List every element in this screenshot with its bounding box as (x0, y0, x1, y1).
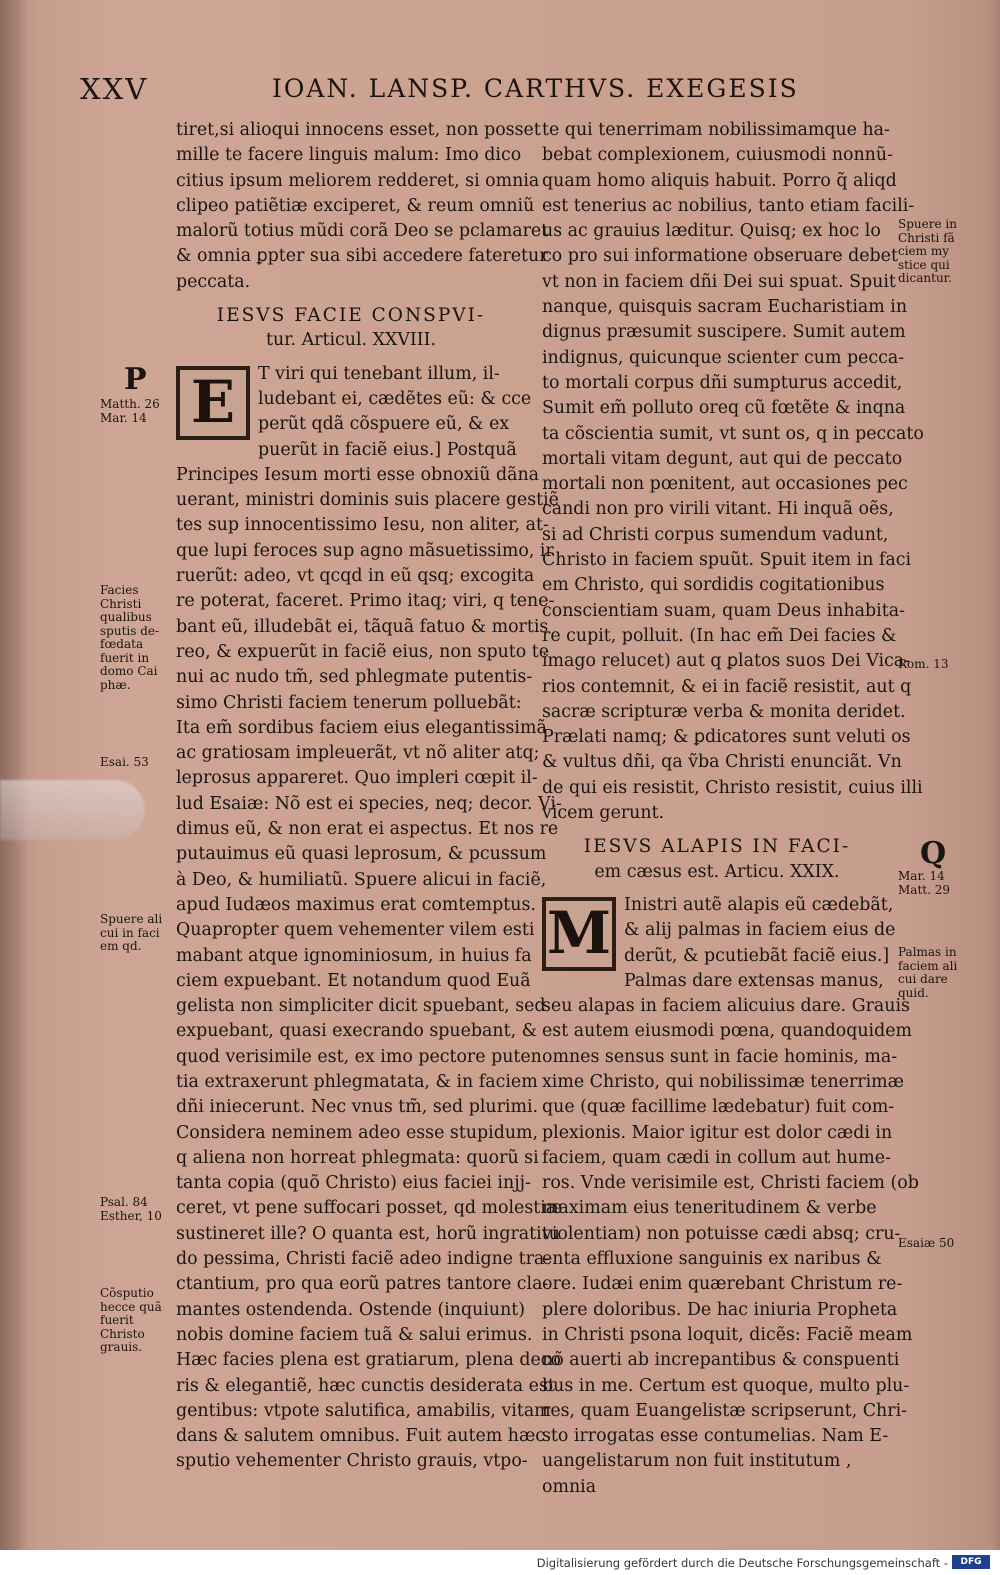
text-line: à Deo, & humiliatũ. Spuere alicui in faciẽ, (176, 869, 547, 890)
margin-ref-mar-matt (898, 870, 950, 897)
margin-line: cui dare (898, 972, 948, 986)
text-line: maximam eius teneritudinem & verbe (542, 1198, 877, 1219)
text-line: Palmas dare extensas manus, (624, 970, 884, 991)
margin-ref-matth-mar (100, 398, 160, 425)
margin-line: quid. (898, 985, 929, 1000)
text-line: ros. Vnde verisimile est, Christi faciem (ob (542, 1173, 919, 1194)
text-line: uangelistarum non fuit institutum , (542, 1451, 852, 1472)
text-line: em Christo, qui sordidis cogitationibus (542, 575, 885, 596)
margin-line: Facies (100, 583, 139, 597)
margin-line: phæ. (100, 677, 131, 692)
margin-line: sputis de- (100, 623, 160, 638)
margin-line: fuerit in (100, 650, 150, 665)
text-line: indignus, quicunque scienter cum pecca- (542, 347, 905, 368)
text-line: ludebant ei, cædẽtes eũ: & cce (258, 388, 532, 409)
left-column (176, 118, 563, 1475)
text-line: imago relucet) aut q ꝑlatos suos Dei Vica- (542, 651, 911, 672)
text-line: si ad Christi corpus sumendum vadunt, (542, 524, 889, 545)
text-line: que lupi feroces sup agno mãsuetissimo, ir (176, 540, 554, 561)
decorated-initial-m (542, 897, 616, 971)
text-line: que (quæ facillime lædebatur) fuit com- (542, 1097, 895, 1118)
text-line: ore. Iudæi enim quærebant Christum re- (542, 1274, 903, 1295)
text-line: ciem expuebant. Et notandum quod Euã (176, 970, 531, 991)
text-line: gelista non simpliciter dicit spuebant, sed (176, 996, 546, 1017)
right-dropcap-block (542, 893, 896, 994)
margin-line: Christi fã (898, 230, 955, 245)
text-line: Prælati namq; & ꝑdicatores sunt veluti os (542, 727, 911, 748)
article-heading-28-sub: tur. Articul. XXVIII. (265, 330, 437, 351)
margin-line: ciem my (898, 244, 950, 258)
text-line: mabant atque ignominiosum, in huius fa (176, 945, 532, 966)
initial-letter: E (190, 368, 236, 437)
text-line: nanque, quisquis sacram Eucharistiam in (542, 297, 908, 318)
text-line: ac gratiosam impleuerãt, vt nõ aliter atq; (176, 743, 540, 764)
text-line: xime Christo, qui nobilissimæ tenerrimæ (542, 1071, 904, 1092)
article-heading-29: IESVS ALAPIS IN FACI- (583, 836, 851, 858)
text-line: dñi iniecerunt. Nec vnus tm̃, sed plurimi. (176, 1097, 539, 1118)
text-line: to mortali corpus dñi sumpturus accedit, (542, 372, 903, 393)
dfg-logo: DFG (952, 1555, 990, 1569)
text-line: re cupit, polluit. (In hac em̃ Dei facies & (542, 625, 897, 646)
text-line: sacræ scripturæ verba & monita deridet. (542, 701, 906, 722)
text-line: nobis domine faciem tuã & salui erimus. (176, 1324, 533, 1345)
text-line: de qui eis resistit, Christo resistit, cuius illi (542, 777, 923, 798)
margin-note-spuere-right (898, 218, 957, 286)
margin-line: dicantur. (898, 271, 952, 285)
text-line: sustineret ille? O quanta est, horũ ingratitu (176, 1223, 560, 1244)
text-line: ris & elegantiẽ, hæc cunctis desiderata est (176, 1375, 555, 1396)
margin-line: Psal. 84 (100, 1195, 148, 1209)
text-line: malorũ totius mũdi corã Deo se pclamaret (176, 221, 549, 242)
margin-line: stice qui (898, 257, 950, 272)
margin-line: Spuere ali (100, 912, 163, 926)
running-title: IOAN. LANSP. CARTHVS. EXEGESIS (272, 74, 799, 103)
text-line: co pro sui informatione obseruare debet (542, 246, 898, 267)
text-line: Hæc facies plena est gratiarum, plena deco (176, 1350, 561, 1371)
text-line: conscientiam suam, quam Deus inhabita- (542, 600, 905, 621)
text-line: Sumit em̃ polluto oreq cũ fœtẽte & inqna (542, 398, 906, 419)
text-line: sto irrogatas esse contumelias. Nam E- (542, 1426, 889, 1447)
margin-ref-rom: Rom. 13 (898, 657, 949, 671)
text-line: omnes sensus sunt in facie hominis, ma- (542, 1046, 898, 1067)
text-line: derũt, & pcutiebãt faciẽ eius.] (624, 945, 890, 966)
margin-line: em qd. (100, 939, 142, 953)
margin-line: cui in faci (100, 925, 160, 940)
margin-line: Mar. 14 (100, 410, 147, 425)
text-line: dignus præsumit suscipere. Sumit autem (542, 322, 906, 343)
text-line: rios contemnit, & ei in faciẽ resistit, aut q (542, 676, 912, 697)
margin-line: Spuere in (898, 217, 957, 231)
text-line: nui ac nudo tm̃, sed phlegmate putentis- (176, 667, 533, 688)
margin-line: hecce quã (100, 1299, 162, 1314)
text-line: uerant, ministri dominis suis placere gestiẽ (176, 490, 559, 511)
text-line: vicem gerunt. (542, 803, 665, 824)
margin-line: grauis. (100, 1340, 143, 1354)
margin-line: Christo (100, 1326, 145, 1341)
margin-line: Matth. 26 (100, 397, 160, 411)
decorated-initial-e (176, 366, 250, 440)
margin-line: Matt. 29 (898, 882, 950, 897)
text-line: tes sup innocentissimo Iesu, non aliter, at- (176, 515, 549, 536)
text-line: us ac grauius læditur. Quisq; ex hoc lo (542, 221, 881, 242)
initial-letter: M (546, 899, 612, 968)
text-line: Inistri autẽ alapis eũ cædebãt, (624, 894, 894, 915)
text-line: mortali vitam degunt, aut qui de peccato (542, 448, 903, 469)
text-line: est tenerius ac nobilius, tanto etiam facili- (542, 195, 915, 216)
text-line: bebat complexionem, cuiusmodi nonnũ- (542, 145, 893, 166)
running-header (80, 72, 799, 108)
text-line: ctantium, pro qua eorũ patres tantore cla- (176, 1274, 549, 1295)
margin-letter-q: Q (920, 836, 947, 871)
text-line: tanta copia (quõ Christo) eius faciei injj- (176, 1173, 531, 1194)
text-line: bant eũ, illudebãt ei, tãquã fatuo & mortis (176, 616, 549, 637)
text-line: vt non in faciem dñi Dei sui spuat. Spuit (542, 271, 896, 292)
text-line: est autem eiusmodi pœna, quandoquidem (542, 1021, 913, 1042)
text-line: & vultus dñi, qa ṽba Christi enunciãt. Vn (542, 752, 902, 773)
text-line: seu alapas in faciem alicuius dare. Grauis (542, 996, 910, 1017)
margin-ref-esaiae: Esaiæ 50 (898, 1236, 955, 1250)
text-line: Christo in faciem spuũt. Spuit item in faci (542, 550, 912, 571)
text-line: citius ipsum meliorem redderet, si omnia (176, 170, 540, 191)
text-line: ta cõscientia sumit, vt sunt os, q in peccato (542, 423, 924, 444)
text-line: tia extraxerunt phlegmatata, & in faciem (176, 1071, 538, 1092)
folio-number: XXV (80, 72, 149, 106)
funding-credit: Digitalisierung gefördert durch die Deutsche Forschungsgemeinschaft - (536, 1556, 948, 1570)
text-line: re poterat, faceret. Primo itaq; viri, q tene- (176, 591, 555, 612)
text-line: dimus eũ, & non erat ei aspectus. Et nos re (176, 819, 559, 840)
text-line: mille te facere linguis malum: Imo dico (176, 145, 522, 166)
text-line: T viri qui tenebant illum, il- (258, 363, 500, 384)
text-line: faciem, quam cædi in collum aut hume- (542, 1147, 891, 1168)
text-line: reo, & expuerũt in faciẽ eius, non sputo te (176, 641, 550, 662)
text-line: putauimus eũ quasi leprosum, & pcussum (176, 844, 547, 865)
text-line: clipeo patiẽtiæ exciperet, & reum omniũ (176, 195, 535, 216)
text-line: peccata. (176, 271, 251, 292)
left-top-text (176, 118, 549, 295)
text-line: puerũt in faciẽ eius.] Postquã (258, 439, 517, 460)
text-line: in Christi psona loquit, dicẽs: Faciẽ meam (542, 1324, 913, 1345)
text-line: omnia (542, 1476, 597, 1497)
margin-line: Mar. 14 (898, 869, 945, 883)
text-line: te qui tenerrimam nobilissimamque ha- (542, 120, 890, 140)
text-line: ruerũt: adeo, vt qcqd in eũ qsq; excogita (176, 566, 535, 587)
text-line: quod verisimile est, ex imo pectore puten (176, 1046, 542, 1067)
text-line: candi non pro virili vitant. Hi inquã oẽs, (542, 499, 894, 520)
text-line: tiret,si alioqui innocens esset, non posset (176, 120, 541, 140)
text-line: do pessima, Christi faciẽ adeo indigne tra- (176, 1249, 551, 1270)
text-line: leprosus appareret. Quo impleri cœpit il- (176, 768, 538, 789)
left-dropcap-block (176, 362, 532, 463)
text-line: gentibus: vtpote salutifica, amabilis, vitam (176, 1400, 551, 1421)
digitization-footer (0, 1550, 1000, 1575)
text-line: lud Esaiæ: Nõ est ei species, neq; decor. Vi- (176, 793, 562, 814)
margin-line: qualibus (100, 610, 152, 624)
text-line: enta effluxione sanguinis ex naribus & (542, 1249, 882, 1270)
margin-line: Palmas in (898, 945, 957, 959)
text-line: perũt qdã cõspuere eũ, & ex (258, 414, 510, 435)
text-line: plere doloribus. De hac iniuria Propheta (542, 1299, 898, 1320)
text-line: Considera neminem adeo esse stupidum, (176, 1122, 539, 1143)
text-line: mortali non pœnitent, aut occasiones pec (542, 474, 908, 495)
margin-note-spuere (100, 913, 162, 954)
text-line: mantes ostendenda. Ostende (inquiunt) (176, 1299, 526, 1320)
text-line: simo Christi faciem tenerum polluebãt: (176, 692, 522, 713)
margin-line: fœdata (100, 637, 144, 651)
text-line: Principes Iesum morti esse obnoxiũ dãna (176, 464, 540, 485)
article-heading-28: IESVS FACIE CONSPVI- (216, 305, 486, 327)
left-main-text (176, 463, 563, 1475)
margin-line: fuerit (100, 1313, 134, 1327)
text-line: expuebant, quasi execrando spuebant, & (176, 1021, 538, 1042)
margin-line: Cõsputio (100, 1286, 154, 1300)
margin-line: Esther, 10 (100, 1208, 162, 1223)
text-line: dans & salutem omnibus. Fuit autem hæc (176, 1426, 546, 1447)
text-line: bus in me. Certum est quoque, multo plu- (542, 1375, 910, 1396)
text-line: Quapropter quem vehementer vilem esti (176, 920, 535, 941)
margin-line: domo Cai (100, 664, 158, 678)
text-line: res, quam Euangelistæ scripserunt, Chri- (542, 1400, 908, 1421)
margin-note-facies (100, 584, 159, 692)
margin-note-cosputio (100, 1287, 162, 1355)
text-line: plexionis. Maior igitur est dolor cædi in (542, 1122, 893, 1143)
text-line: ceret, vt pene suffocari posset, qd molestiæ (176, 1198, 563, 1219)
text-line: quam homo aliquis habuit. Porro q̃ aliqd (542, 170, 897, 191)
text-line: & alij palmas in faciem eius de (624, 920, 896, 941)
margin-note-palmas (898, 946, 957, 1000)
margin-ref-esai: Esai. 53 (100, 755, 149, 769)
margin-line: Christi (100, 596, 142, 611)
page-clip-shadow (0, 780, 145, 840)
margin-line: faciem ali (898, 958, 958, 973)
text-line: q aliena non horreat phlegmata: quorũ si (176, 1147, 539, 1168)
text-line: nõ auerti ab increpantibus & conspuenti (542, 1350, 900, 1371)
text-line: apud Iudæos maximus erat comtemptus. (176, 894, 536, 915)
article-heading-29-sub: em cæsus est. Articu. XXIX. (594, 861, 840, 882)
right-main-text (542, 994, 919, 1500)
margin-ref-psal-esther (100, 1196, 162, 1223)
text-line: sputio vehementer Christo grauis, vtpo- (176, 1451, 528, 1472)
margin-letter-p: P (124, 362, 147, 397)
text-line: & omnia ꝑpter sua sibi accedere fateretur (176, 246, 548, 267)
text-line: violentiam) non potuisse cædi absq; cru- (542, 1223, 901, 1244)
text-line: Ita em̃ sordibus faciem eius elegantissimã (176, 717, 547, 738)
